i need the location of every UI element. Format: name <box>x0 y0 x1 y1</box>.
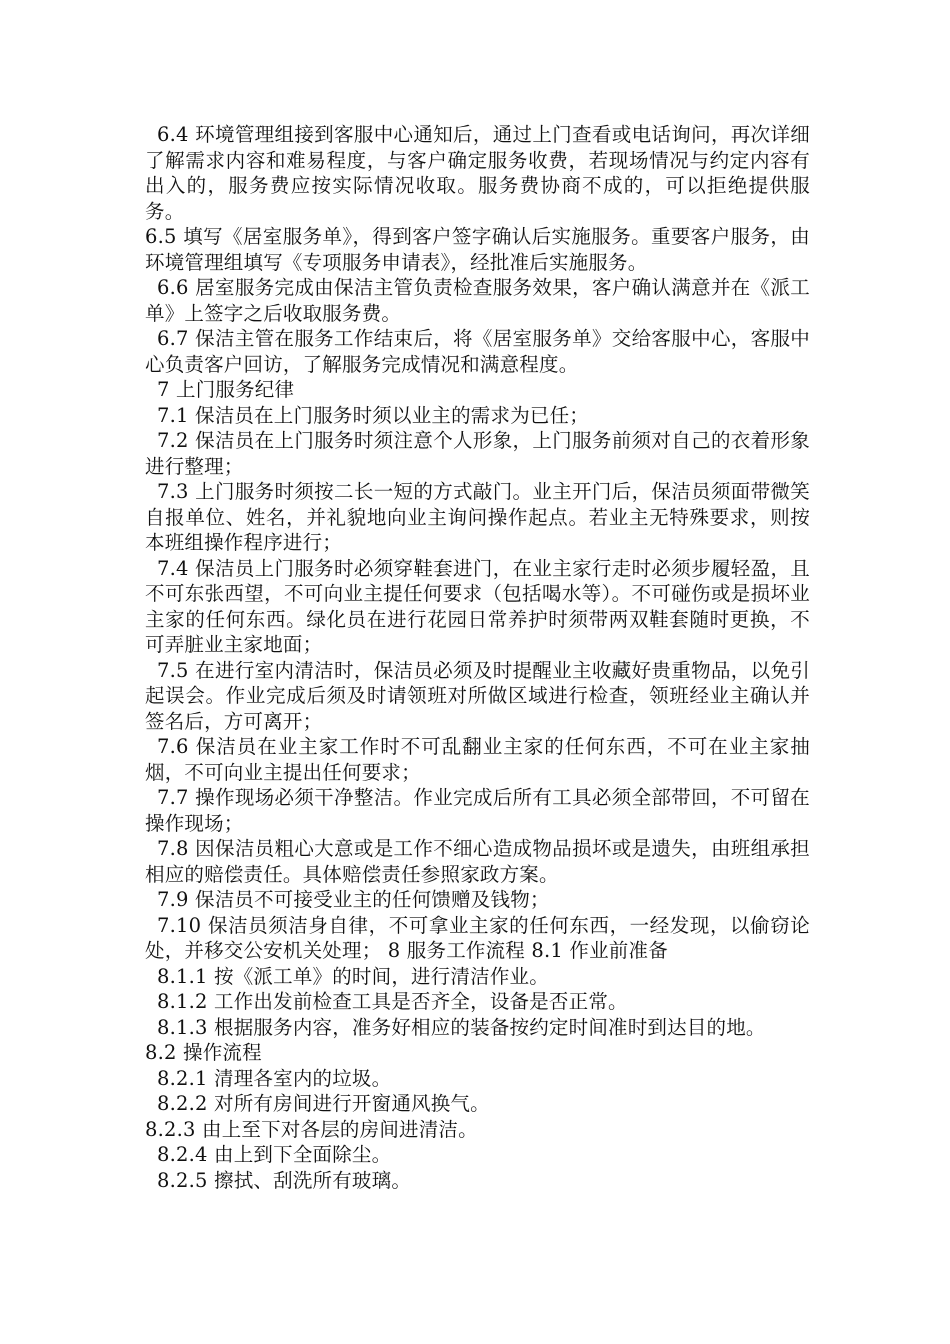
paragraph-6-7: 6.7 保洁主管在服务工作结束后，将《居室服务单》交给客服中心，客服中心负责客户回访，了解服务完成情况和满意程度。 <box>145 327 810 376</box>
paragraph-6-5: 6.5 填写《居室服务单》，得到客户签字确认后实施服务。重要客户服务，由环境管理组填写《专项服务申请表》，经批准后实施服务。 <box>145 225 810 274</box>
paragraph-7-4: 7.4 保洁员上门服务时必须穿鞋套进门，在业主家行走时必须步履轻盈，且不可东张西望，不可向业主提任何要求（包括喝水等）。不可碰伤或是损坏业主家的任何东西。绿化员在进行花园日常养护时须带两双鞋套随时更换，不可弄脏业主家地面； <box>145 556 810 656</box>
paragraph-8-2-3: 8.2.3 由上至下对各层的房间进清洁。 <box>145 1117 478 1141</box>
paragraph-8-2-5: 8.2.5 擦拭、刮洗所有玻璃。 <box>157 1168 412 1192</box>
paragraph-7-8: 7.8 因保洁员粗心大意或是工作不细心造成物品损坏或是遗失，由班组承担相应的赔偿责任。具体赔偿责任参照家政方案。 <box>145 837 810 886</box>
paragraph-7-1: 7.1 保洁员在上门服务时须以业主的需求为已任； <box>157 403 590 427</box>
document-body <box>145 122 810 1193</box>
paragraph-7-7: 7.7 操作现场必须干净整洁。作业完成后所有工具必须全部带回，不可留在操作现场； <box>145 786 810 835</box>
paragraph-8-1-3: 8.1.3 根据服务内容，准务好相应的装备按约定时间准时到达目的地。 <box>157 1015 766 1039</box>
paragraph-8-2-2: 8.2.2 对所有房间进行开窗通风换气。 <box>157 1092 490 1115</box>
paragraph-6-6: 6.6 居室服务完成由保洁主管负责检查服务效果，客户确认满意并在《派工单》上签字之后收取服务费。 <box>145 276 810 325</box>
paragraph-7-6: 7.6 保洁员在业主家工作时不可乱翻业主家的任何东西，不可在业主家抽烟，不可向业主提出任何要求； <box>145 735 810 784</box>
section-heading-7: 7 上门服务纪律 <box>157 378 295 401</box>
paragraph-7-10: 7.10 保洁员须洁身自律，不可拿业主家的任何东西，一经发现，以偷窃论处，并移交公安机关处理； 8 服务工作流程 8.1 作业前准备 <box>145 913 810 962</box>
paragraph-8-1-1: 8.1.1 按《派工单》的时间，进行清洁作业。 <box>157 964 549 988</box>
paragraph-7-2: 7.2 保洁员在上门服务时须注意个人形象，上门服务前须对自己的衣着形象进行整理； <box>145 429 810 478</box>
paragraph-8-2-4: 8.2.4 由上到下全面除尘。 <box>157 1143 392 1166</box>
paragraph-7-5: 7.5 在进行室内清洁时，保洁员必须及时提醒业主收藏好贵重物品，以免引起误会。作业完成后须及时请领班对所做区域进行检查，领班经业主确认并签名后，方可离开； <box>145 658 810 733</box>
section-heading-8-2: 8.2 操作流程 <box>145 1041 262 1064</box>
paragraph-7-9: 7.9 保洁员不可接受业主的任何馈赠及钱物； <box>157 888 550 911</box>
paragraph-8-2-1: 8.2.1 清理各室内的垃圾。 <box>157 1066 392 1090</box>
paragraph-6-4: 6.4 环境管理组接到客服中心通知后，通过上门查看或电话询问，再次详细了解需求内容和难易程度，与客户确定服务收费，若现场情况与约定内容有出入的，服务费应按实际情况收取。服务费协商不成的，可以拒绝提供服务。 <box>145 123 810 223</box>
paragraph-8-1-2: 8.1.2 工作出发前检查工具是否齐全，设备是否正常。 <box>157 990 628 1013</box>
paragraph-7-3: 7.3 上门服务时须按二长一短的方式敲门。业主开门后，保洁员须面带微笑自报单位、姓名，并礼貌地向业主询问操作起点。若业主无特殊要求，则按本班组操作程序进行； <box>145 480 810 554</box>
